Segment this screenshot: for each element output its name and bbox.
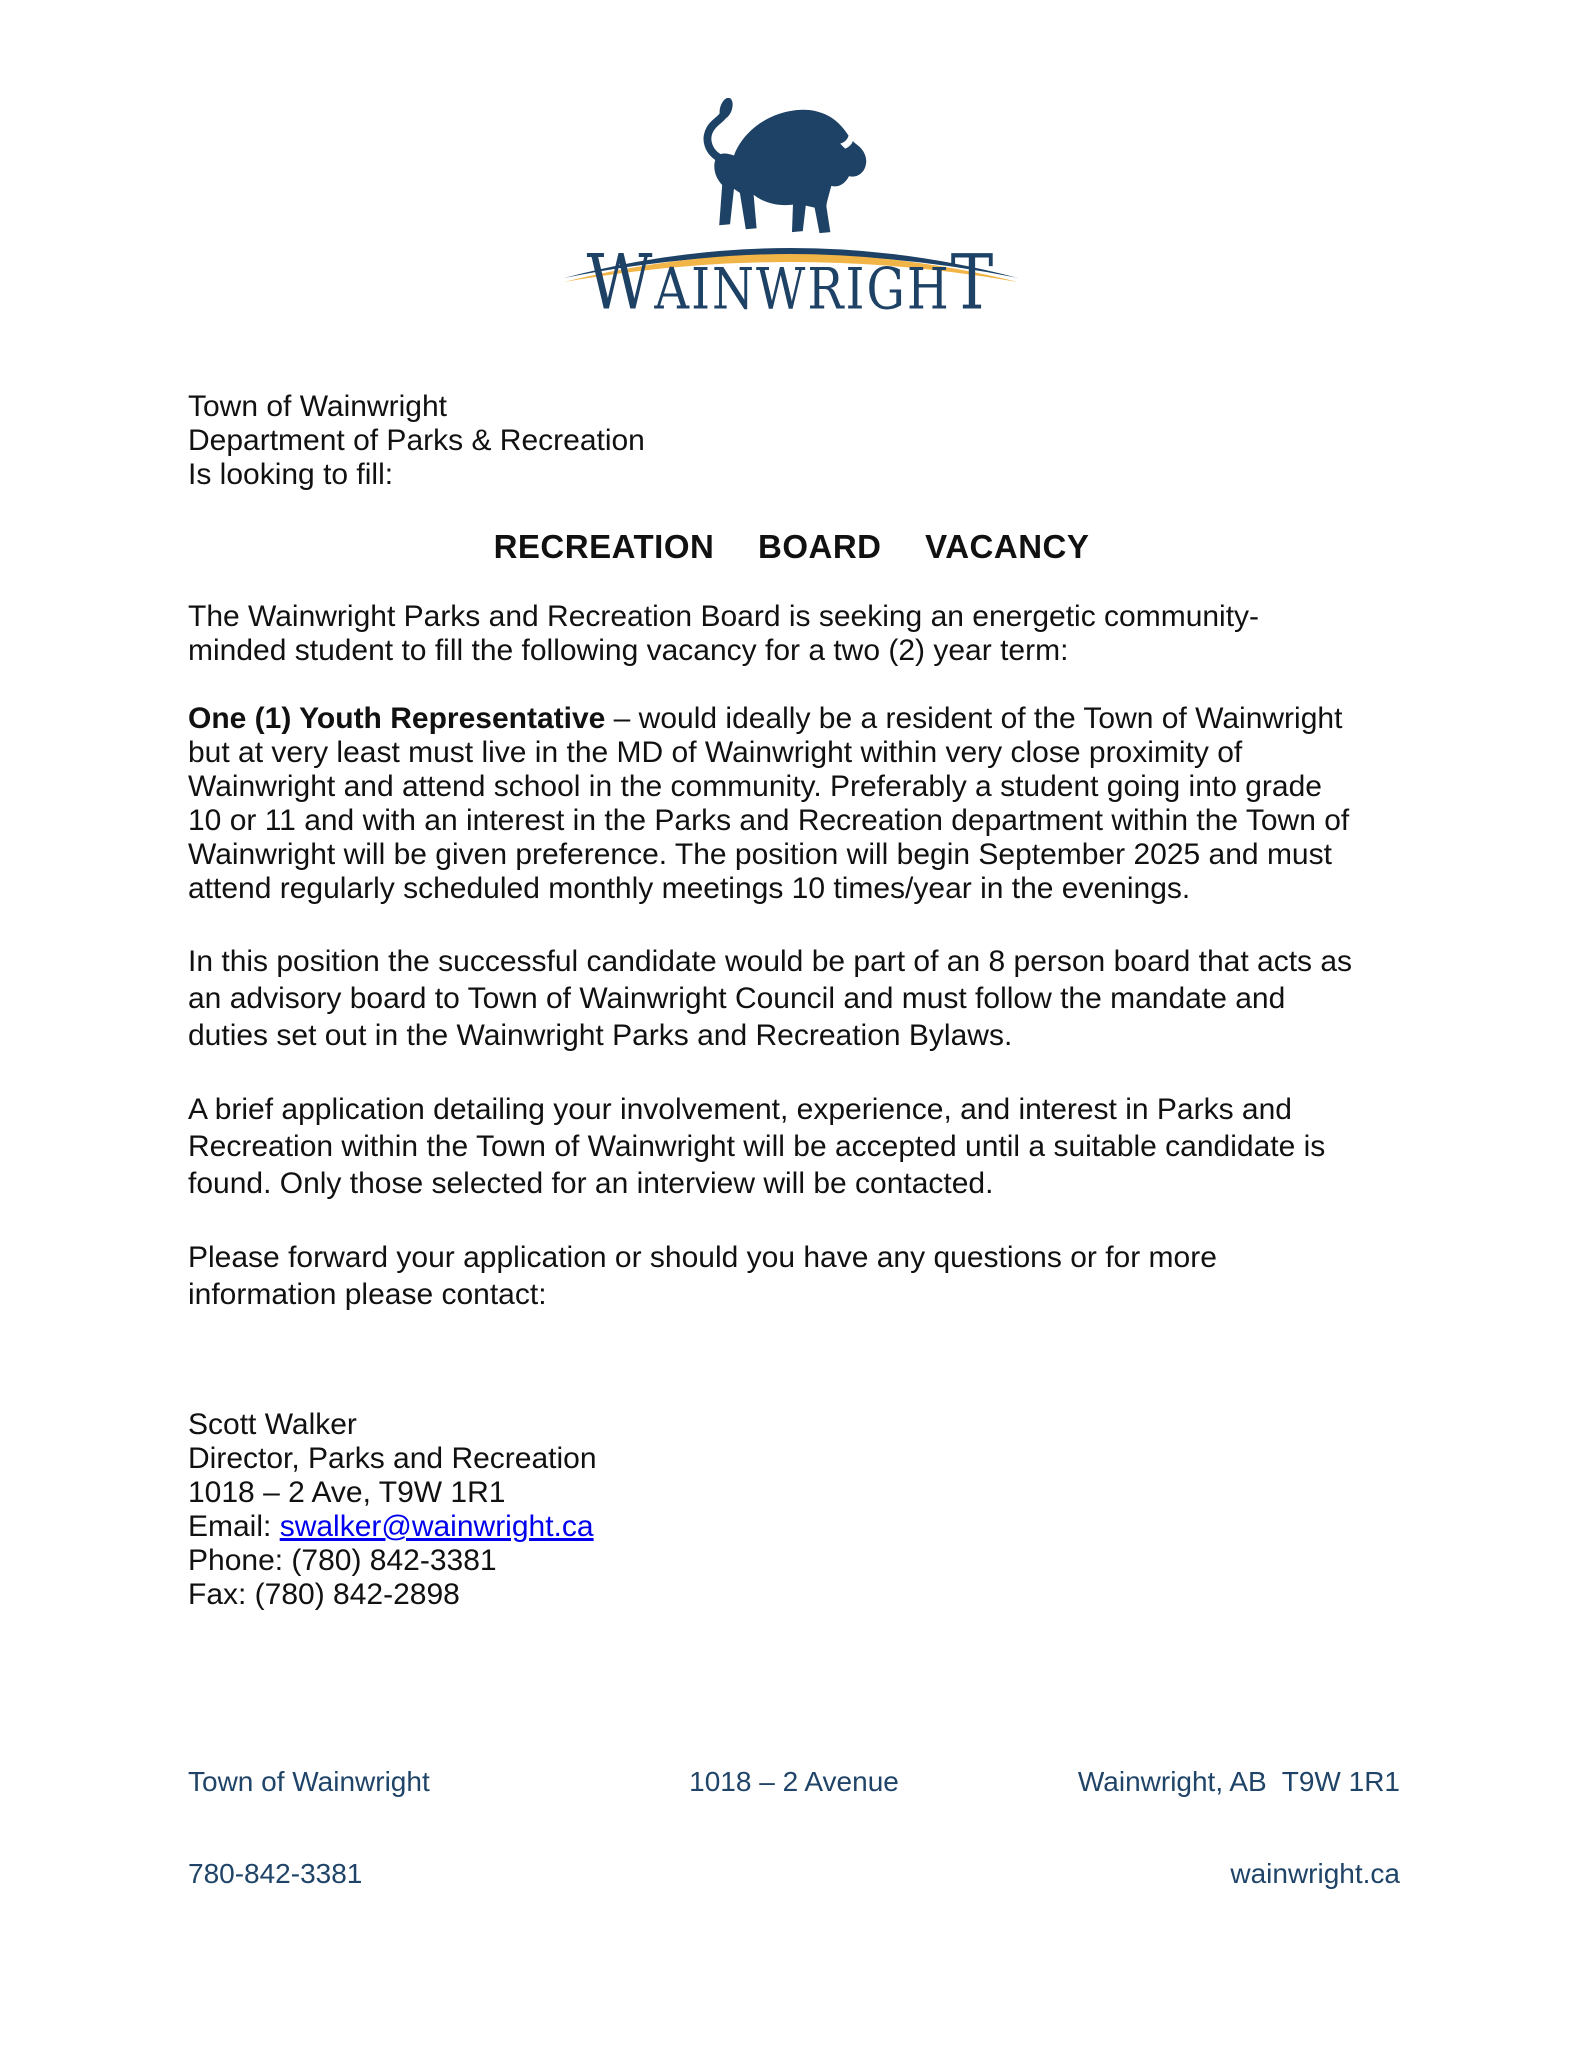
footer-line-1 xyxy=(188,1766,1400,1798)
contact-address: 1018 – 2 Ave, T9W 1R1 xyxy=(188,1476,506,1509)
footer-line-2 xyxy=(188,1858,1400,1890)
contact-phone: Phone: (780) 842-3381 xyxy=(188,1544,497,1577)
youth-representative-lead: One (1) Youth Representative xyxy=(188,702,606,735)
paragraph-board-role: In this position the successful candidate would be part of an 8 person board that acts as an advisory board to Town of Wainwright Council and must follow the mandate and duties set out in the Wainwright Parks and Recreation Bylaws. xyxy=(188,945,1353,1052)
header-org: Town of Wainwright xyxy=(188,390,447,423)
youth-representative-text: – would ideally be a resident of the Town of Wainwright but at very least must live in the MD of Wainwright within very close proximity of Wainwright and attend school in the community. Preferably a student going into grade 10 or 11 and with an interest in the Parks and Recreation department within the Town of Wainwright will be given preference. The position will begin September 2025 and must attend regularly scheduled monthly meetings 10 times/year in the evenings. xyxy=(188,702,1350,905)
header-intro: Is looking to fill: xyxy=(188,458,394,491)
contact-job-title: Director, Parks and Recreation xyxy=(188,1442,597,1475)
header-department: Department of Parks & Recreation xyxy=(188,424,645,457)
wordmark xyxy=(561,240,1021,328)
footer-city-postal: Wainwright, AB T9W 1R1 xyxy=(1077,1766,1400,1797)
page-title: RECREATION BOARD VACANCY xyxy=(493,528,1090,565)
paragraph-forward: Please forward your application or should you have any questions or for more information please contact: xyxy=(188,1241,1217,1311)
town-logo xyxy=(561,70,1021,370)
contact-block xyxy=(188,1408,1458,1612)
footer-address: 1018 – 2 Avenue xyxy=(689,1766,899,1797)
paragraph-youth-representative xyxy=(188,702,1458,906)
document-body xyxy=(188,390,1458,1612)
email-label: Email: xyxy=(188,1510,280,1543)
paragraph-application: A brief application detailing your involvement, experience, and interest in Parks and Recreation within the Town of Wainwright will be accepted until a suitable candidate is found. Only those selected for an interview will be contacted. xyxy=(188,1093,1326,1200)
contact-email-line xyxy=(188,1510,1458,1544)
paragraph-seeking: The Wainwright Parks and Recreation Board is seeking an energetic community- minded student to fill the following vacancy for a two (2) year term: xyxy=(188,600,1260,667)
contact-name: Scott Walker xyxy=(188,1408,357,1441)
footer-website[interactable]: wainwright.ca xyxy=(1230,1858,1400,1889)
wordmark-last-letter: T xyxy=(950,240,996,328)
footer-org: Town of Wainwright xyxy=(188,1766,430,1797)
wordmark-first-letter: W xyxy=(586,240,655,328)
wordmark-middle-letters: AINWRIGH xyxy=(654,256,951,323)
email-link[interactable]: swalker@wainwright.ca xyxy=(279,1510,594,1543)
footer-phone: 780-842-3381 xyxy=(188,1858,363,1889)
contact-fax: Fax: (780) 842-2898 xyxy=(188,1578,460,1611)
